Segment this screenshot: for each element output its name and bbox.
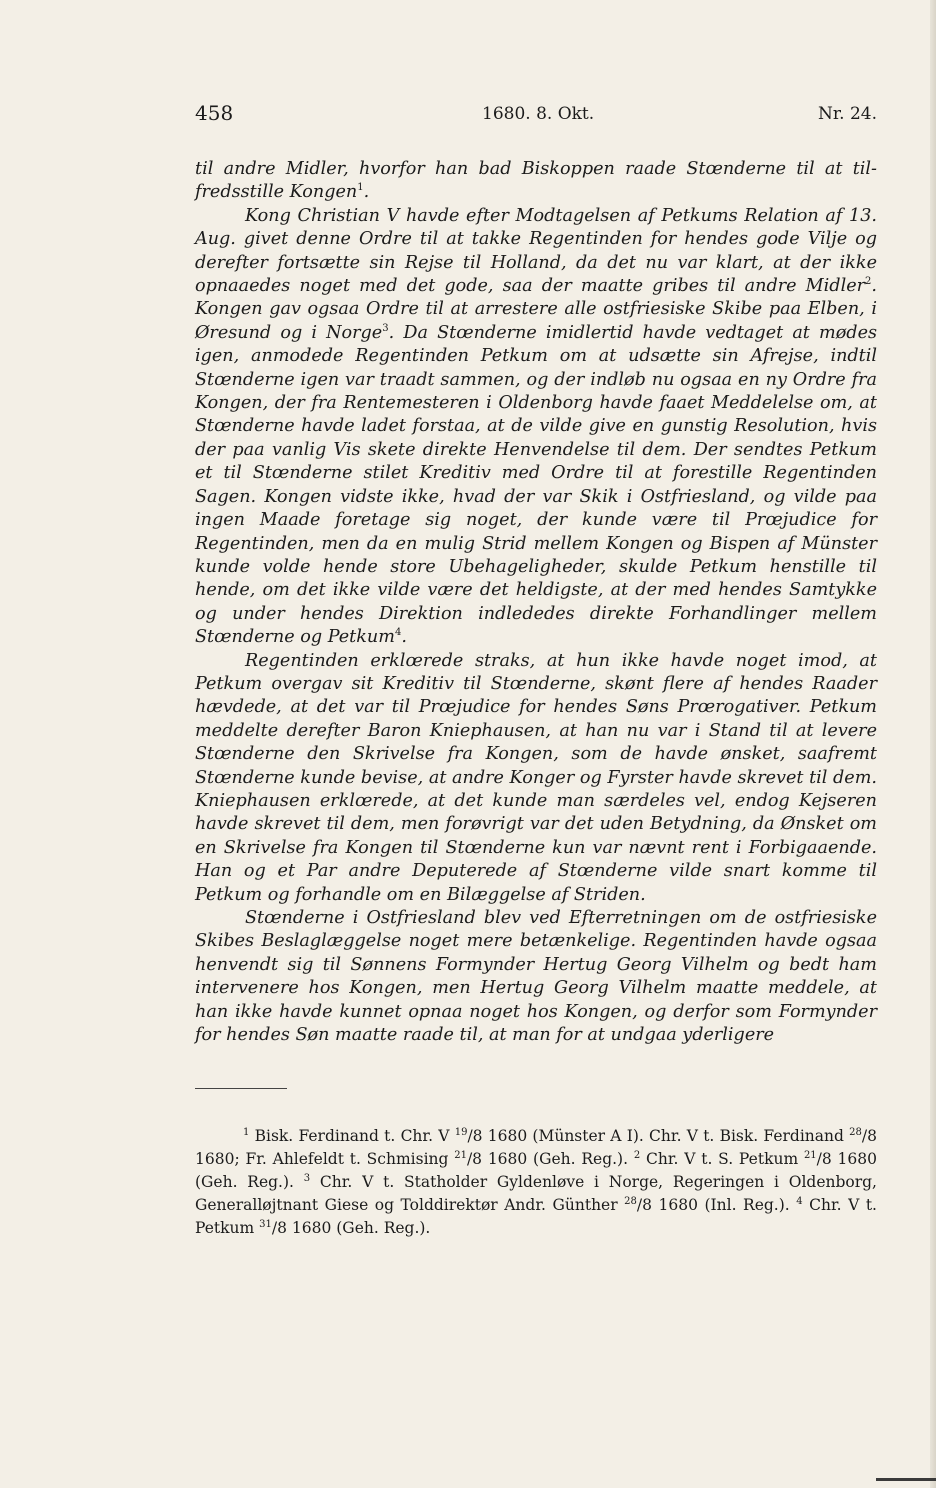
text-run: /8 1680 (Münster A I). Chr. V t. Bisk. Ferdinand — [467, 1127, 850, 1145]
page-edge — [930, 0, 936, 1488]
text-run: /8 1680 (Geh. Reg.). — [195, 1150, 877, 1191]
footnote-ref: 1 — [357, 182, 364, 194]
text-run: . — [401, 627, 407, 648]
document-number: Nr. 24. — [818, 104, 877, 124]
footnotes — [195, 1125, 877, 1240]
text-run: . — [363, 182, 370, 203]
footnote-ref: 21 — [454, 1149, 467, 1161]
running-header — [195, 101, 877, 134]
footnote-ref: 4 — [394, 627, 402, 639]
text-run: /8 1680 (Geh. Reg.). — [466, 1150, 634, 1168]
footnote-ref: 19 — [454, 1126, 468, 1138]
text-run: Chr. V t. Petkum — [195, 1196, 877, 1237]
footnote-ref: 28 — [849, 1126, 862, 1138]
text-run: Kong Christian V havde efter Modtagelsen af Petkums Relation af 13. Aug. givet denne Ordre til at takke Regentinden for hendes gode Vilje og derefter fortsætte sin Rejse til Holland, da det nu var klart, at der ikke opnaaedes noget med det gode, saa der maatte gribes til andre Midler — [195, 205, 877, 297]
text-run: /8 1680 (Geh. Reg.). — [271, 1219, 431, 1237]
footnote-ref: 28 — [624, 1195, 637, 1207]
text-run: /8 1680; Fr. Ahlefeldt t. Schmising — [195, 1127, 877, 1168]
footnote-ref: 4 — [796, 1195, 803, 1207]
paragraph — [195, 205, 877, 650]
paragraph — [195, 158, 877, 205]
footnote-ref: 31 — [259, 1218, 272, 1230]
footnote-rule — [195, 1088, 287, 1089]
text-run: . Kongen gav ogsaa Ordre til at arrestere alle ostfriesiske Skibe paa Elben, i Øresund og i Norge — [195, 276, 877, 343]
text-run: . Da Stœnderne imidlertid havde vedtaget at mødes igen, anmodede Regentinden Petkum om at udsætte sin Afrejse, indtil Stœnderne igen var traadt sammen, og der indløb nu ogsaa en ny Ordre fra Kongen, der fra Rentemesteren i Oldenborg havde faaet Meddelelse om, at Stœnderne havde ladet forstaa, at de vilde give en gunstig Resolution, hvis der paa vanlig Vis skete direkte Henvendelse til dem. Der sendtes Petkum et til Stœnderne stilet Kreditiv med Ordre til at forestille Regentinden Sagen. Kongen vidste ikke, hvad der var Skik i Ostfriesland, og vilde paa ingen Maade foretage sig noget, der kunde være til Prœjudice for Regentinden, men da en mulig Strid mellem Kongen og Bispen af Münster kunde volde hende store Ubehageligheder, skulde Petkum henstille til hende, om det ikke vilde være det heldigste, at der med hendes Samtykke og under hendes Direktion indlededes direkte Forhandlinger mellem Stœnderne og Petkum — [195, 322, 878, 648]
text-run: Stœnderne i Ostfriesland blev ved Efterretningen om de ostfriesiske Skibes Beslaglæggelse noget mere betænkelige. Regentinden havde ogsaa henvendt sig til Sønnens Formynder Hertug Georg Vilhelm og bedt ham intervenere hos Kongen, men Hertug Georg Vilhelm maatte meddele, at han ikke havde kunnet opnaa noget hos Kongen, og derfor som Formynder for hendes Søn maatte raade til, at man for at undgaa yderligere — [195, 908, 877, 1046]
text-run: Chr. V t. Statholder Gyldenløve i Norge, Regeringen i Oldenborg, Generalløjtnant Giese og Tolddirektør Andr. Günther — [195, 1173, 877, 1214]
page-number: 458 — [195, 101, 234, 125]
footnote-ref: 1 — [243, 1126, 250, 1138]
footnote-ref: 2 — [865, 276, 872, 288]
page-edge-line — [876, 1478, 936, 1481]
footnote-ref: 2 — [633, 1149, 641, 1161]
paragraph — [195, 650, 877, 907]
header-date: 1680. 8. Okt. — [482, 104, 595, 124]
text-run: /8 1680 (Inl. Reg.). — [636, 1196, 797, 1214]
text-run: til andre Midler, hvorfor han bad Biskoppen raade Stœnderne til at tilfredsstille Kongen — [195, 159, 877, 203]
footnote-ref: 3 — [382, 322, 389, 334]
text-run: Chr. V t. S. Petkum — [640, 1150, 804, 1168]
footnote-paragraph — [195, 1125, 877, 1240]
text-run: Bisk. Ferdinand t. Chr. V — [249, 1127, 455, 1145]
footnote-ref: 21 — [803, 1149, 817, 1161]
paragraph — [195, 907, 877, 1047]
main-text — [195, 158, 877, 1047]
text-run: Regentinden erklœrede straks, at hun ikke havde noget imod, at Petkum overgav sit Kreditiv til Stœnderne, skønt flere af hendes Raader hævdede, at det var til Prœjudice for hendes Søns Prœrogativer. Petkum meddelte derefter Baron Kniephausen, at han nu var i Stand til at levere Stœnderne den Skrivelse fra Kongen, som de havde ønsket, saafremt Stœnderne kunde bevise, at andre Konger og Fyrster havde skrevet til dem. Kniephausen erklœrede, at det kunde man særdeles vel, endog Kejseren havde skrevet til dem, men forøvrigt var det uden Betydning, da Ønsket om en Skrivelse fra Kongen til Stœnderne kun var nævnt rent i Forbigaaende. Han og et Par andre Deputerede af Stœnderne vilde snart komme til Petkum og forhandle om en Bilæggelse af Striden. — [195, 650, 877, 905]
footnote-ref: 3 — [303, 1172, 311, 1184]
